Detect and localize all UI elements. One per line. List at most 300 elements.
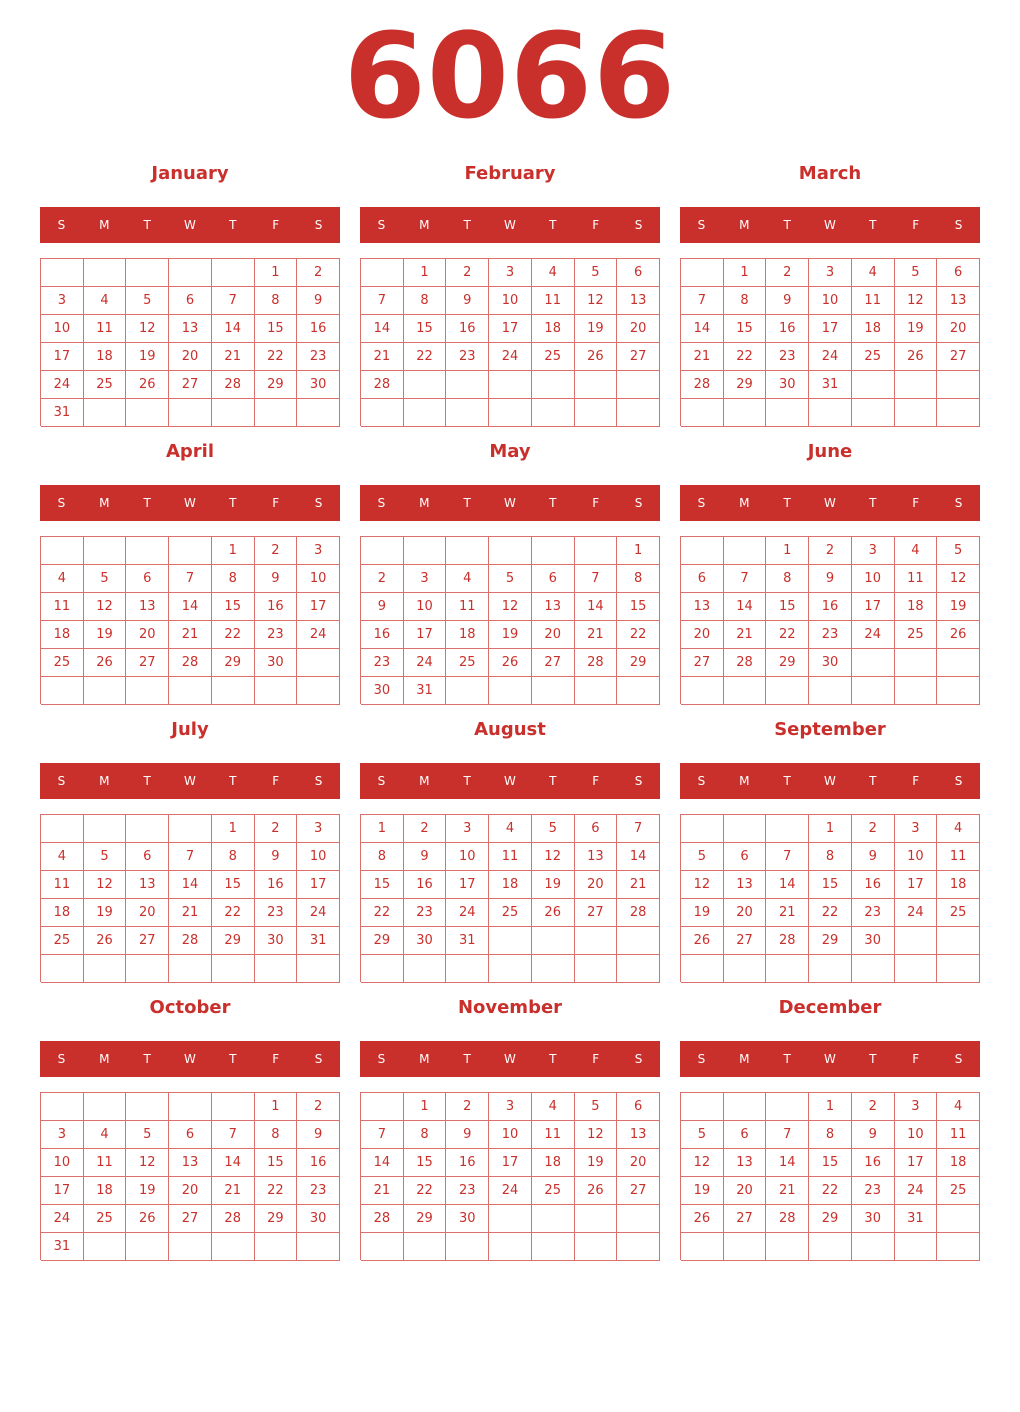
day-cell: 23 [255,899,298,927]
empty-cell [255,955,298,983]
day-cell: 27 [126,927,169,955]
day-cell: 28 [212,1205,255,1233]
weekday-header: S [314,218,323,232]
day-cell: 15 [809,871,852,899]
empty-cell [532,677,575,705]
day-cell: 2 [255,537,298,565]
day-cell: 17 [489,1149,532,1177]
day-cell: 16 [361,621,404,649]
weekday-header: M [739,496,750,510]
empty-cell [446,399,489,427]
weekday-header: W [504,218,516,232]
day-cell: 4 [446,565,489,593]
empty-cell [84,1093,127,1121]
weekday-header: T [143,1052,151,1066]
day-cell: 26 [937,621,980,649]
day-cell: 30 [255,927,298,955]
day-cell: 7 [724,565,767,593]
day-grid [40,814,340,982]
day-cell: 8 [766,565,809,593]
empty-cell [84,815,127,843]
empty-cell [937,1233,980,1261]
weekday-header-row [360,207,660,243]
day-cell: 29 [809,927,852,955]
empty-cell [84,399,127,427]
day-cell: 7 [766,1121,809,1149]
day-cell: 25 [41,649,84,677]
day-cell: 20 [126,621,169,649]
day-cell: 10 [895,843,938,871]
day-cell: 26 [126,371,169,399]
empty-cell [489,677,532,705]
weekday-header: S [377,496,386,510]
empty-cell [575,537,618,565]
weekday-header-row [360,1041,660,1077]
day-cell: 24 [297,899,340,927]
day-cell: 15 [404,1149,447,1177]
day-cell: 10 [446,843,489,871]
day-cell: 4 [852,259,895,287]
day-cell: 30 [852,927,895,955]
day-cell: 5 [895,259,938,287]
day-cell: 9 [297,1121,340,1149]
day-cell: 26 [575,343,618,371]
weekday-header: S [377,218,386,232]
empty-cell [212,1093,255,1121]
weekday-header: S [634,496,643,510]
empty-cell [446,371,489,399]
weekday-header: S [954,774,963,788]
day-cell: 12 [126,315,169,343]
empty-cell [126,677,169,705]
day-cell: 24 [489,1177,532,1205]
day-cell: 27 [532,649,575,677]
empty-cell [255,399,298,427]
day-cell: 1 [404,1093,447,1121]
day-cell: 11 [489,843,532,871]
day-cell: 6 [126,565,169,593]
empty-cell [895,1233,938,1261]
day-cell: 13 [169,315,212,343]
empty-cell [852,649,895,677]
day-cell: 25 [41,927,84,955]
empty-cell [41,259,84,287]
day-cell: 1 [809,1093,852,1121]
empty-cell [937,1205,980,1233]
day-cell: 13 [724,1149,767,1177]
empty-cell [575,1233,618,1261]
empty-cell [404,371,447,399]
day-cell: 5 [84,565,127,593]
weekday-header-row [360,763,660,799]
empty-cell [212,955,255,983]
day-cell: 25 [937,1177,980,1205]
day-cell: 13 [169,1149,212,1177]
empty-cell [84,955,127,983]
empty-cell [724,1093,767,1121]
weekday-header: T [229,496,237,510]
empty-cell [446,1233,489,1261]
day-cell: 15 [809,1149,852,1177]
day-cell: 8 [404,1121,447,1149]
weekday-header: S [697,496,706,510]
empty-cell [489,927,532,955]
day-cell: 17 [809,315,852,343]
day-cell: 7 [361,287,404,315]
day-cell: 6 [617,1093,660,1121]
day-cell: 24 [41,371,84,399]
empty-cell [532,1233,575,1261]
day-cell: 1 [255,1093,298,1121]
empty-cell [169,259,212,287]
weekday-header: T [869,496,877,510]
day-cell: 5 [489,565,532,593]
weekday-header: F [272,218,280,232]
day-cell: 8 [724,287,767,315]
weekday-header: T [783,496,791,510]
day-cell: 30 [255,649,298,677]
month-name: July [171,719,209,740]
day-cell: 12 [937,565,980,593]
empty-cell [169,1233,212,1261]
day-cell: 26 [681,1205,724,1233]
day-cell: 11 [41,871,84,899]
weekday-header: M [419,218,430,232]
day-cell: 19 [126,1177,169,1205]
empty-cell [895,955,938,983]
day-cell: 12 [489,593,532,621]
day-cell: 22 [766,621,809,649]
day-cell: 29 [212,649,255,677]
day-cell: 15 [212,593,255,621]
weekday-header: W [504,1052,516,1066]
weekday-header-row [40,207,340,243]
empty-cell [361,399,404,427]
day-cell: 18 [895,593,938,621]
day-cell: 1 [361,815,404,843]
day-cell: 22 [404,1177,447,1205]
day-cell: 31 [41,399,84,427]
day-cell: 18 [532,315,575,343]
day-grid [360,536,660,704]
empty-cell [84,537,127,565]
day-cell: 7 [575,565,618,593]
empty-cell [766,1093,809,1121]
empty-cell [84,1233,127,1261]
day-cell: 24 [895,899,938,927]
day-cell: 5 [681,1121,724,1149]
day-cell: 19 [681,1177,724,1205]
weekday-header: T [783,1052,791,1066]
day-cell: 9 [809,565,852,593]
empty-cell [255,677,298,705]
day-cell: 16 [446,1149,489,1177]
empty-cell [724,399,767,427]
day-cell: 16 [766,315,809,343]
day-cell: 28 [617,899,660,927]
day-cell: 12 [895,287,938,315]
weekday-header: M [419,1052,430,1066]
day-cell: 5 [126,287,169,315]
weekday-header: T [783,774,791,788]
day-cell: 10 [41,1149,84,1177]
day-cell: 18 [937,1149,980,1177]
weekday-header: T [463,774,471,788]
empty-cell [41,677,84,705]
empty-cell [212,259,255,287]
day-cell: 30 [446,1205,489,1233]
weekday-header: T [549,774,557,788]
weekday-header-row [680,485,980,521]
day-cell: 27 [937,343,980,371]
day-cell: 27 [617,343,660,371]
empty-cell [404,1233,447,1261]
day-cell: 2 [297,259,340,287]
day-cell: 16 [255,593,298,621]
day-cell: 31 [446,927,489,955]
day-cell: 23 [297,1177,340,1205]
day-cell: 17 [895,871,938,899]
day-cell: 27 [617,1177,660,1205]
day-cell: 7 [617,815,660,843]
empty-cell [575,1205,618,1233]
empty-cell [532,927,575,955]
day-cell: 20 [724,1177,767,1205]
empty-cell [361,537,404,565]
empty-cell [575,371,618,399]
day-cell: 17 [446,871,489,899]
day-cell: 19 [532,871,575,899]
weekday-header: S [57,218,66,232]
day-cell: 23 [766,343,809,371]
day-cell: 16 [297,315,340,343]
day-cell: 3 [404,565,447,593]
day-cell: 23 [297,343,340,371]
empty-cell [361,1233,404,1261]
weekday-header: S [377,1052,386,1066]
empty-cell [126,259,169,287]
day-cell: 21 [617,871,660,899]
empty-cell [297,955,340,983]
weekday-header-row [680,207,980,243]
empty-cell [681,1093,724,1121]
day-cell: 17 [895,1149,938,1177]
day-cell: 2 [404,815,447,843]
day-cell: 21 [724,621,767,649]
empty-cell [575,677,618,705]
weekday-header: W [824,1052,836,1066]
day-cell: 13 [532,593,575,621]
day-cell: 21 [766,1177,809,1205]
day-cell: 15 [617,593,660,621]
day-cell: 2 [297,1093,340,1121]
day-cell: 16 [852,871,895,899]
day-cell: 3 [489,1093,532,1121]
weekday-header: F [912,1052,920,1066]
weekday-header: M [99,1052,110,1066]
empty-cell [84,677,127,705]
weekday-header: M [99,774,110,788]
day-grid [40,1092,340,1260]
day-cell: 8 [404,287,447,315]
day-cell: 16 [404,871,447,899]
day-cell: 21 [575,621,618,649]
day-cell: 23 [361,649,404,677]
empty-cell [937,927,980,955]
empty-cell [361,955,404,983]
weekday-header: M [419,774,430,788]
day-cell: 7 [361,1121,404,1149]
day-cell: 10 [404,593,447,621]
empty-cell [489,955,532,983]
day-cell: 3 [852,537,895,565]
weekday-header: W [504,496,516,510]
weekday-header: S [57,1052,66,1066]
day-cell: 25 [895,621,938,649]
day-cell: 25 [532,1177,575,1205]
empty-cell [169,677,212,705]
month-name: April [165,441,215,462]
empty-cell [617,1205,660,1233]
empty-cell [297,649,340,677]
weekday-header: F [592,1052,600,1066]
day-cell: 31 [297,927,340,955]
day-cell: 31 [41,1233,84,1261]
day-cell: 8 [617,565,660,593]
day-cell: 16 [809,593,852,621]
day-cell: 25 [446,649,489,677]
empty-cell [617,955,660,983]
day-cell: 3 [895,815,938,843]
day-grid [680,258,980,426]
day-cell: 10 [489,287,532,315]
day-cell: 25 [84,371,127,399]
day-cell: 16 [852,1149,895,1177]
empty-cell [361,1093,404,1121]
day-cell: 6 [532,565,575,593]
weekday-header: T [549,496,557,510]
weekday-header: F [592,774,600,788]
empty-cell [41,537,84,565]
weekday-header: W [824,218,836,232]
month-name: January [151,163,229,184]
empty-cell [41,815,84,843]
day-cell: 14 [361,1149,404,1177]
empty-cell [681,955,724,983]
day-cell: 5 [84,843,127,871]
day-cell: 21 [169,899,212,927]
day-cell: 27 [126,649,169,677]
empty-cell [617,677,660,705]
day-cell: 22 [255,1177,298,1205]
empty-cell [937,399,980,427]
day-cell: 27 [724,1205,767,1233]
day-cell: 6 [126,843,169,871]
month-name: February [464,163,556,184]
day-cell: 22 [361,899,404,927]
day-cell: 19 [84,621,127,649]
day-cell: 2 [766,259,809,287]
empty-cell [852,677,895,705]
day-cell: 9 [766,287,809,315]
day-cell: 4 [895,537,938,565]
day-cell: 29 [212,927,255,955]
day-cell: 1 [212,537,255,565]
day-cell: 21 [681,343,724,371]
empty-cell [766,1233,809,1261]
day-cell: 14 [212,1149,255,1177]
empty-cell [852,371,895,399]
day-cell: 6 [681,565,724,593]
empty-cell [617,399,660,427]
day-cell: 13 [724,871,767,899]
day-cell: 22 [255,343,298,371]
empty-cell [297,677,340,705]
weekday-header: S [954,218,963,232]
day-grid [680,814,980,982]
day-cell: 2 [446,259,489,287]
day-cell: 23 [852,899,895,927]
empty-cell [446,955,489,983]
day-cell: 18 [84,1177,127,1205]
empty-cell [489,371,532,399]
day-cell: 6 [617,259,660,287]
day-cell: 10 [297,565,340,593]
day-cell: 21 [361,1177,404,1205]
day-cell: 8 [212,843,255,871]
weekday-header: T [229,1052,237,1066]
day-cell: 28 [361,1205,404,1233]
day-cell: 24 [895,1177,938,1205]
day-cell: 4 [41,565,84,593]
weekday-header: T [229,774,237,788]
empty-cell [489,399,532,427]
empty-cell [169,399,212,427]
day-cell: 31 [895,1205,938,1233]
day-cell: 8 [361,843,404,871]
weekday-header: W [184,774,196,788]
weekday-header: T [463,218,471,232]
day-grid [680,536,980,704]
day-cell: 26 [895,343,938,371]
day-cell: 28 [766,1205,809,1233]
day-cell: 11 [895,565,938,593]
weekday-header: S [314,496,323,510]
empty-cell [724,537,767,565]
weekday-header: T [549,1052,557,1066]
day-cell: 26 [84,649,127,677]
empty-cell [404,537,447,565]
day-cell: 4 [84,1121,127,1149]
day-cell: 5 [532,815,575,843]
day-cell: 20 [681,621,724,649]
weekday-header: S [377,774,386,788]
weekday-header: S [634,774,643,788]
day-cell: 17 [41,343,84,371]
day-cell: 13 [937,287,980,315]
empty-cell [766,399,809,427]
empty-cell [895,677,938,705]
empty-cell [84,259,127,287]
day-cell: 17 [297,871,340,899]
day-cell: 23 [446,343,489,371]
day-cell: 17 [489,315,532,343]
empty-cell [617,927,660,955]
day-cell: 23 [404,899,447,927]
weekday-header: F [272,1052,280,1066]
day-cell: 11 [41,593,84,621]
day-cell: 6 [937,259,980,287]
